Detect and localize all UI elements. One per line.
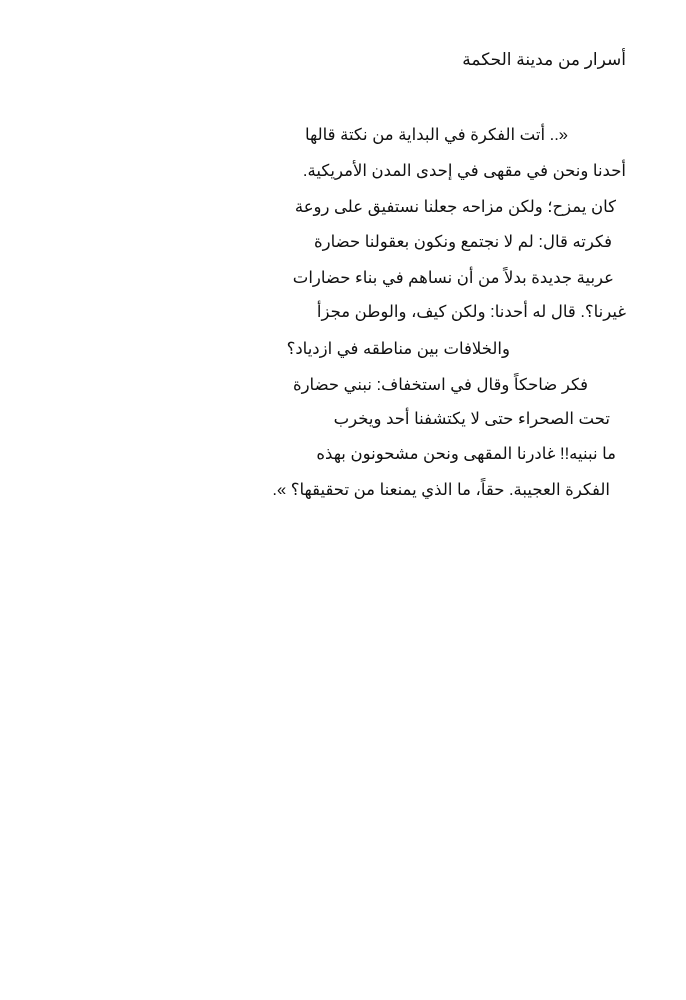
page-title: أسرار من مدينة الحكمة: [462, 50, 626, 69]
passage-line: فكرته قال: لم لا نجتمع ونكون بعقولنا حضارة: [314, 233, 612, 251]
passage-line: والخلافات بين مناطقه في ازدياد؟: [286, 340, 510, 358]
passage-line: أحدنا ونحن في مقهى في إحدى المدن الأمريكية.: [302, 162, 626, 180]
passage-line: «.. أتت الفكرة في البداية من نكتة قالها: [304, 126, 568, 144]
passage-line: ما نبنيه!! غادرنا المقهى ونحن مشحونون بهذه: [316, 445, 616, 463]
passage-line: غيرنا؟. قال له أحدنا: ولكن كيف، والوطن مجزأ: [316, 303, 626, 321]
passage-line: الفكرة العجيبة. حقاً، ما الذي يمنعنا من تحقيقها؟ ».: [272, 481, 610, 499]
passage-line: عربية جديدة بدلاً من أن نساهم في بناء حضارات: [292, 269, 614, 287]
passage-line: تحت الصحراء حتى لا يكتشفنا أحد ويخرب: [333, 410, 610, 428]
passage-line: كان يمزح؛ ولكن مزاحه جعلنا نستفيق على روعة: [294, 198, 616, 216]
passage-line: فكر ضاحكاً وقال في استخفاف: نبني حضارة: [292, 376, 588, 394]
